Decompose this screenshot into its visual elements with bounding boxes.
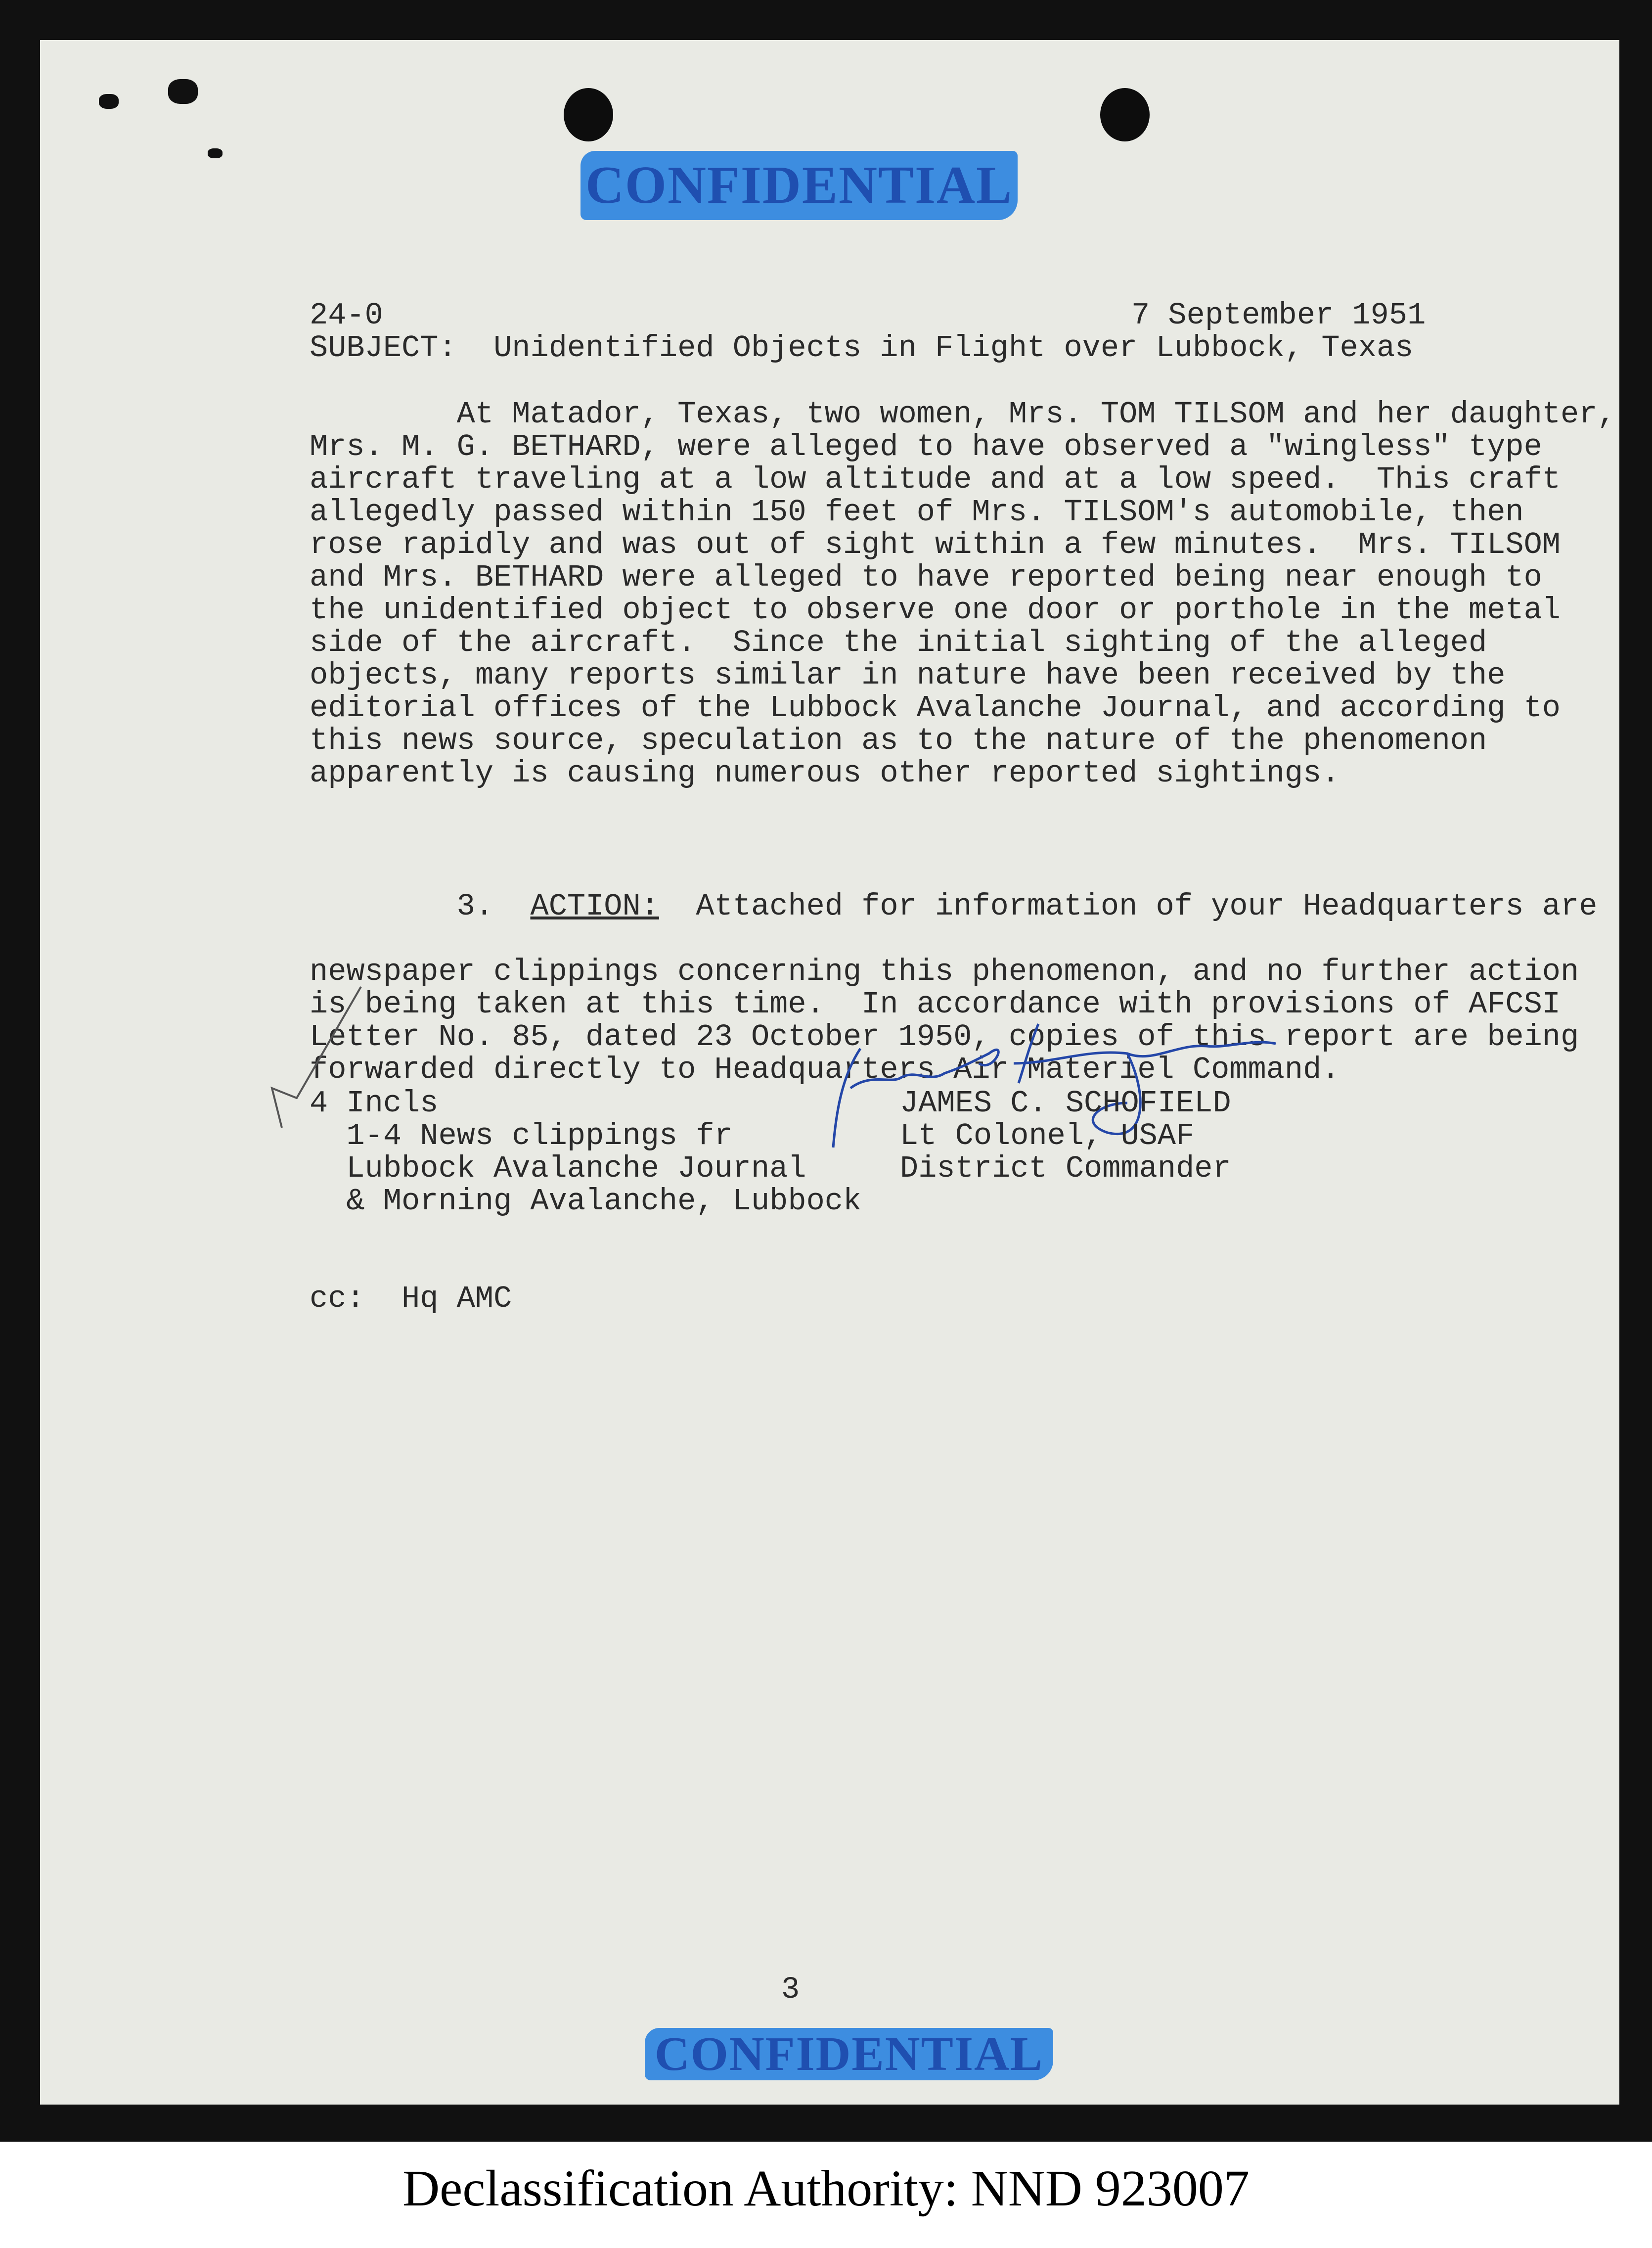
paragraph-line: editorial offices of the Lubbock Avalanche Journal, and according to <box>310 690 1561 726</box>
paragraph-3-first-line <box>310 890 1597 923</box>
paragraph-line: apparently is causing numerous other reported sightings. <box>310 756 1340 791</box>
paragraph-line: newspaper clippings concerning this phenomenon, and no further action <box>310 954 1579 989</box>
paragraph-line: aircraft traveling at a low altitude and at a low speed. This craft <box>310 462 1561 497</box>
signature-line: JAMES C. SCHOFIELD <box>900 1086 1231 1121</box>
cc-line: cc: Hq AMC <box>310 1281 512 1316</box>
paragraph-line: objects, many reports similar in nature have been received by the <box>310 658 1506 693</box>
signature-line: Lt Colonel, USAF <box>900 1118 1195 1153</box>
declassification-footer: Declassification Authority: NND 923007 <box>402 2160 1250 2217</box>
paragraph-1 <box>310 398 1616 790</box>
document-date: 7 September 1951 <box>1131 298 1426 333</box>
inclosure-line: Lubbock Avalanche Journal <box>310 1151 806 1186</box>
punch-hole <box>564 88 613 141</box>
confidential-stamp-top: CONFIDENTIAL <box>580 151 1018 220</box>
paragraph-line: the unidentified object to observe one door or porthole in the metal <box>310 593 1561 628</box>
paragraph-line: is being taken at this time. In accordance with provisions of AFCSI <box>310 987 1561 1022</box>
subject-line <box>310 332 1413 365</box>
paragraph-line: Letter No. 85, dated 23 October 1950, copies of this report are being <box>310 1019 1579 1055</box>
subject-label: SUBJECT: <box>310 330 457 366</box>
paragraph-number: 3. <box>310 889 531 924</box>
punch-hole <box>1100 88 1150 141</box>
inclosure-line: & Morning Avalanche, Lubbock <box>310 1184 862 1219</box>
paper-damage <box>208 148 223 158</box>
paragraph-line: and Mrs. BETHARD were alleged to have reported being near enough to <box>310 560 1542 595</box>
file-number: 24-0 <box>310 298 383 333</box>
inclosures-list <box>310 1087 861 1218</box>
action-heading: ACTION: <box>530 889 659 924</box>
paragraph-line: side of the aircraft. Since the initial sighting of the alleged <box>310 625 1487 660</box>
paper-damage <box>168 79 198 104</box>
paragraph-line: Mrs. M. G. BETHARD, were alleged to have observed a "wingless" type <box>310 429 1542 464</box>
subject-text: Unidentified Objects in Flight over Lubbock, Texas <box>493 330 1414 366</box>
paragraph-line: At Matador, Texas, two women, Mrs. TOM TILSOM and her daughter, <box>310 397 1616 432</box>
paragraph-line: this news source, speculation as to the nature of the phenomenon <box>310 723 1487 758</box>
paper-damage <box>99 94 119 109</box>
paragraph-text: Attached for information of your Headquarters are <box>659 889 1598 924</box>
signature-line: District Commander <box>900 1151 1231 1186</box>
paragraph-line: rose rapidly and was out of sight within a few minutes. Mrs. TILSOM <box>310 527 1561 562</box>
page-number: 3 <box>781 1972 800 2007</box>
signature-block <box>900 1087 1231 1185</box>
confidential-stamp-bottom: CONFIDENTIAL <box>645 2028 1053 2080</box>
paragraph-line: allegedly passed within 150 feet of Mrs. TILSOM's automobile, then <box>310 495 1524 530</box>
inclosure-line: 1-4 News clippings fr <box>310 1118 733 1153</box>
paragraph-line: forwarded directly to Headquarters Air Materiel Command. <box>310 1052 1340 1087</box>
inclosure-line: 4 Incls <box>310 1086 439 1121</box>
